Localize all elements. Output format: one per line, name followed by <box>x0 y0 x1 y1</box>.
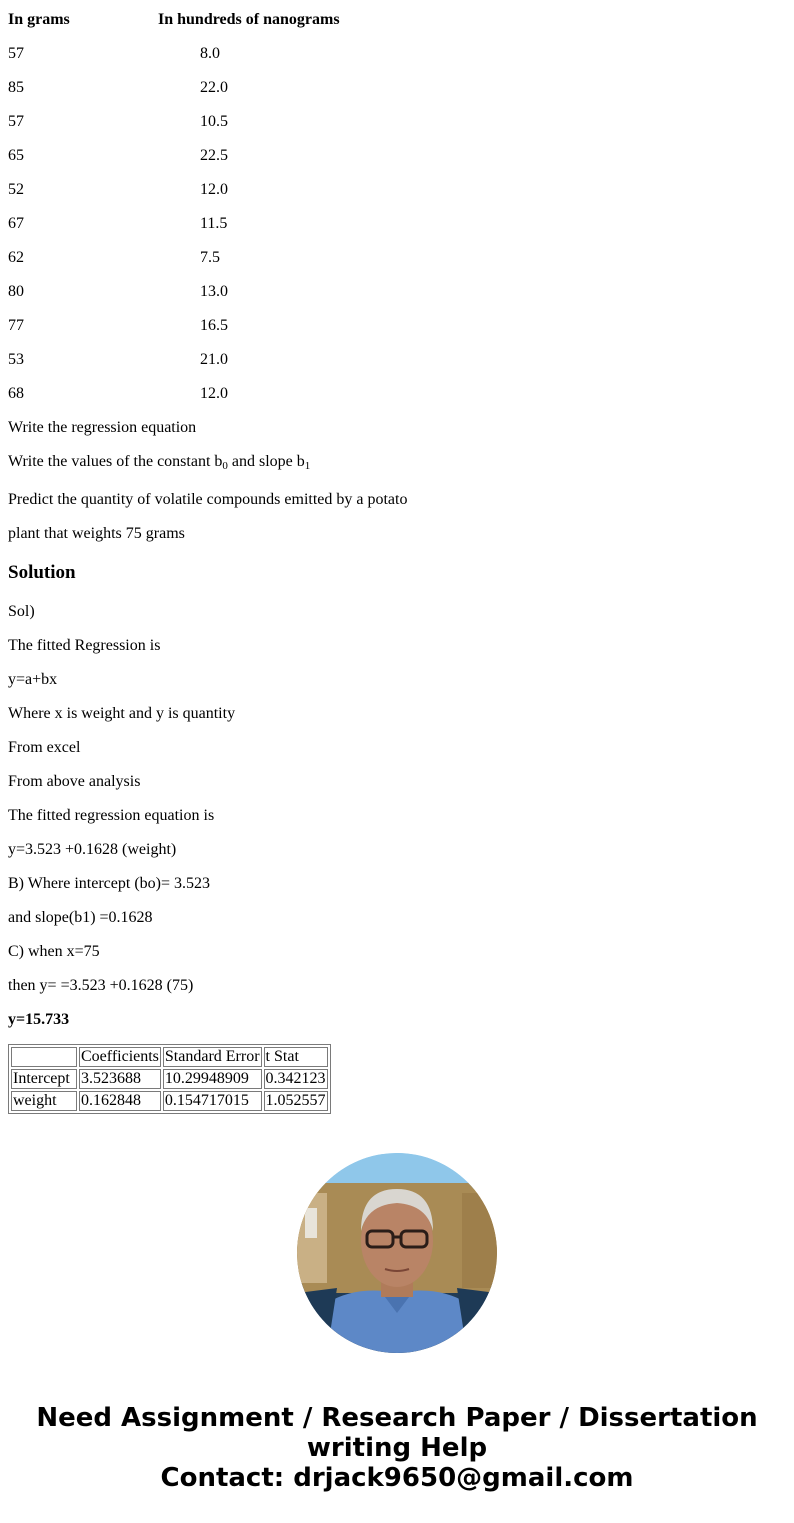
data-row-nanograms: 12.0 <box>200 181 228 198</box>
question-text: and slope b <box>227 453 305 470</box>
solution-line: y=3.523 +0.1628 (weight) <box>8 841 177 858</box>
footer-contact-banner <box>0 1403 794 1493</box>
data-row-grams: 53 <box>8 351 24 368</box>
data-row-nanograms: 12.0 <box>200 385 228 402</box>
question-predict-line-2: plant that weights 75 grams <box>8 525 185 542</box>
table-row <box>11 1069 328 1089</box>
solution-line: From excel <box>8 739 81 756</box>
regression-output-table <box>8 1044 331 1114</box>
data-row-nanograms: 21.0 <box>200 351 228 368</box>
data-row-grams: 57 <box>8 45 24 62</box>
data-row-nanograms: 8.0 <box>200 45 220 62</box>
data-row-grams: 77 <box>8 317 24 334</box>
table-cell: 0.162848 <box>79 1091 161 1111</box>
solution-line: From above analysis <box>8 773 141 790</box>
footer-line: writing Help <box>306 1433 488 1463</box>
table-cell: Standard Error <box>164 1048 260 1065</box>
footer-line: Need Assignment / Research Paper / Dissertation <box>36 1403 758 1433</box>
data-row-grams: 52 <box>8 181 24 198</box>
subscript: 0 <box>222 460 228 472</box>
table-cell: weight <box>11 1091 77 1111</box>
data-row-grams: 80 <box>8 283 24 300</box>
solution-line: C) when x=75 <box>8 943 100 960</box>
subscript: 1 <box>304 460 311 472</box>
data-row-grams: 68 <box>8 385 24 402</box>
table-cell: t Stat <box>264 1047 328 1067</box>
author-portrait-illustration <box>297 1153 497 1353</box>
table-header-row <box>11 1047 328 1067</box>
author-avatar <box>297 1153 497 1353</box>
table-cell: Intercept <box>11 1069 77 1089</box>
data-row-nanograms: 7.5 <box>200 249 220 266</box>
solution-line: Sol) <box>8 603 35 620</box>
solution-line: B) Where intercept (bo)= 3.523 <box>8 875 210 892</box>
question-constant-slope <box>8 453 310 471</box>
data-row-grams: 57 <box>8 113 24 130</box>
table-cell: 1.052557 <box>265 1092 326 1109</box>
table-cell: 0.154717015 <box>163 1091 262 1111</box>
data-row-grams: 67 <box>8 215 24 232</box>
data-row-nanograms: 11.5 <box>200 215 228 232</box>
data-row-grams: 62 <box>8 249 24 266</box>
data-row-nanograms: 13.0 <box>200 283 228 300</box>
solution-line: The fitted Regression is <box>8 637 161 654</box>
question-text: Write the values of the constant b <box>8 453 223 470</box>
data-row-nanograms: 22.5 <box>200 147 228 164</box>
data-row-nanograms: 16.5 <box>200 317 228 334</box>
footer-contact-email: Contact: drjack9650@gmail.com <box>160 1463 634 1493</box>
table-row <box>11 1091 328 1111</box>
table-cell: 0.342123 <box>265 1070 326 1087</box>
table-cell: 10.29948909 <box>163 1069 262 1089</box>
solution-line: The fitted regression equation is <box>8 807 215 824</box>
solution-line: then y= =3.523 +0.1628 (75) <box>8 977 194 994</box>
data-row-grams: 65 <box>8 147 24 164</box>
question-predict-line-1: Predict the quantity of volatile compounds emitted by a potato <box>8 491 408 508</box>
solution-line: and slope(b1) =0.1628 <box>8 909 153 926</box>
data-row-nanograms: 22.0 <box>200 79 228 96</box>
solution-line: y=a+bx <box>8 671 58 688</box>
solution-line: Where x is weight and y is quantity <box>8 705 236 722</box>
solution-heading: Solution <box>8 562 76 583</box>
solution-result: y=15.733 <box>8 1011 70 1028</box>
table-cell: 3.523688 <box>79 1069 161 1089</box>
data-row-grams: 85 <box>8 79 24 96</box>
data-row-nanograms: 10.5 <box>200 113 228 130</box>
question-regression-equation: Write the regression equation <box>8 419 197 436</box>
table-cell <box>11 1047 77 1067</box>
column-header-grams: In grams <box>8 11 70 28</box>
column-header-nanograms: In hundreds of nanograms <box>158 11 340 28</box>
table-cell: Coefficients <box>81 1048 159 1065</box>
